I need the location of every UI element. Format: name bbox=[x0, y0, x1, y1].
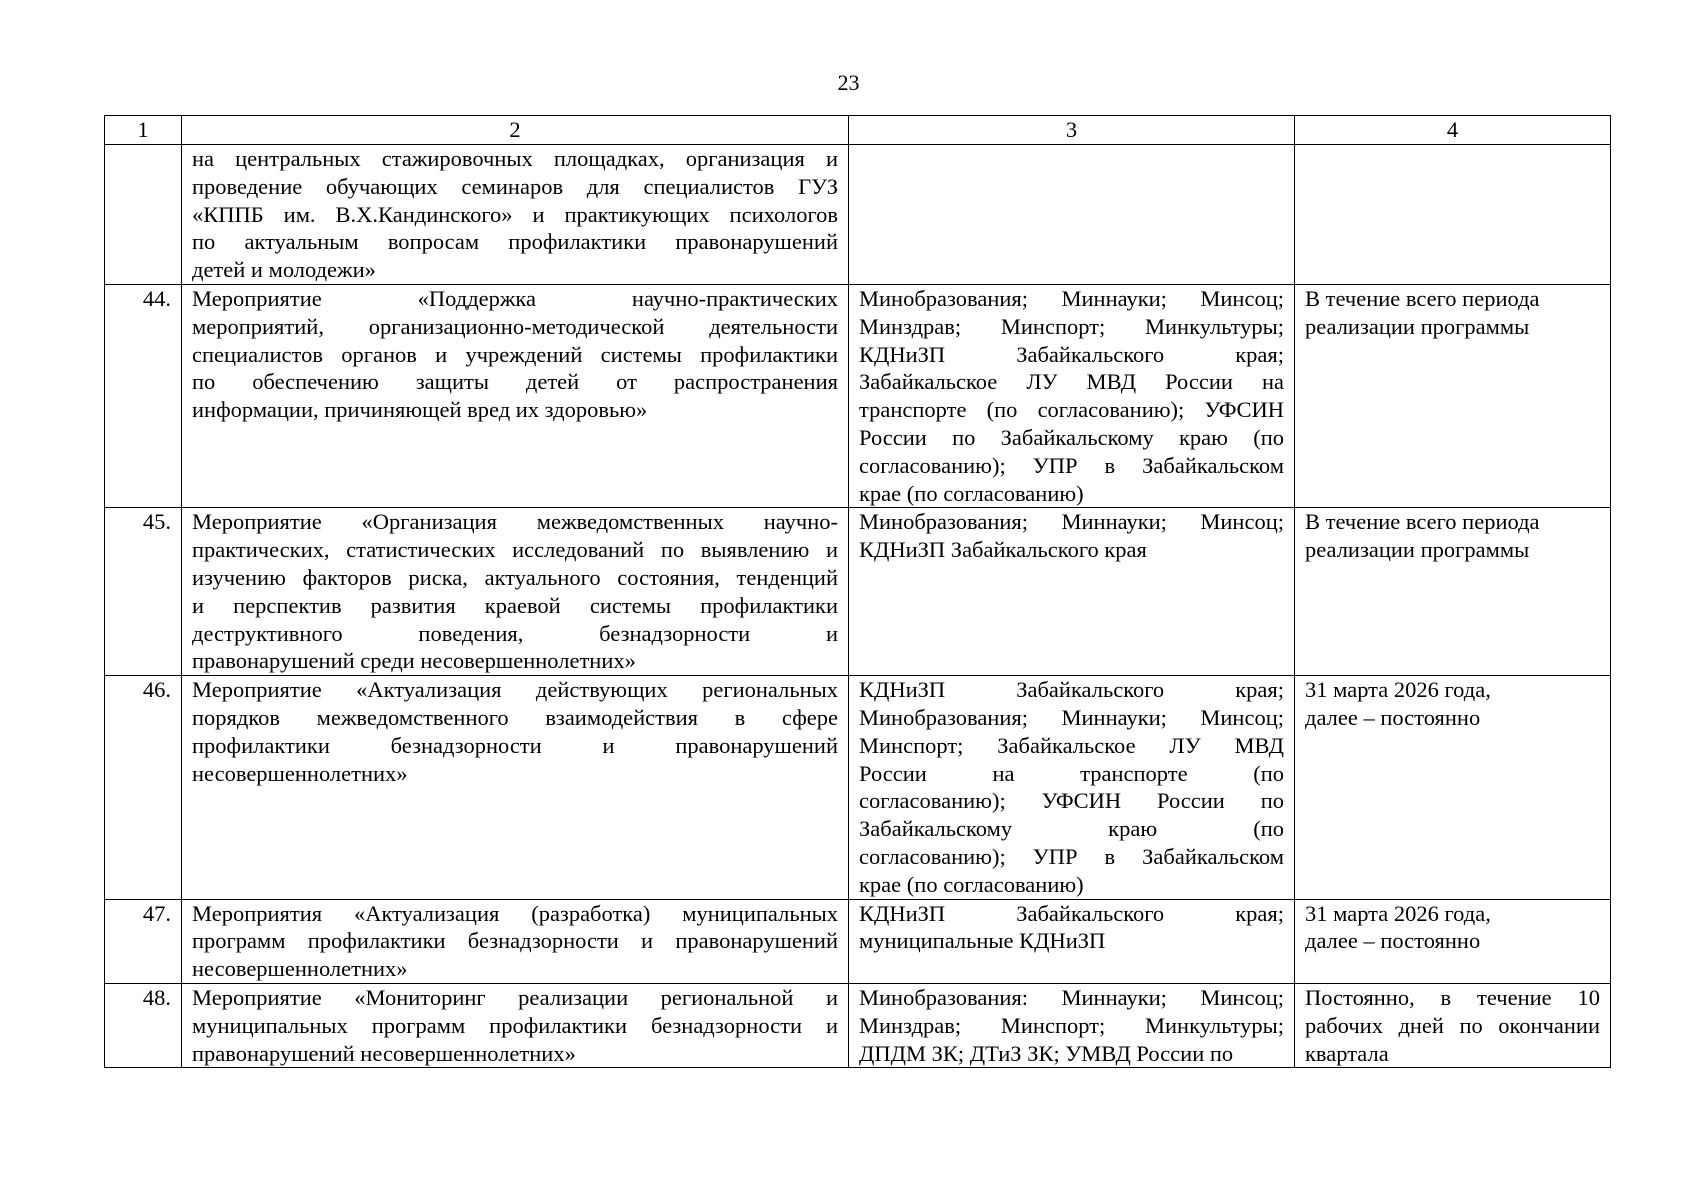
cell-deadline bbox=[1295, 899, 1611, 983]
text-line: согласованию); УПР в Забайкальском bbox=[859, 843, 1284, 869]
cell-num: 45. bbox=[105, 508, 182, 676]
text-line: ДПДМ ЗК; ДТиЗ ЗК; УМВД России по bbox=[859, 1040, 1234, 1066]
text-line: правонарушений среди несовершеннолетних» bbox=[192, 648, 636, 674]
text-line: 31 марта 2026 года, bbox=[1305, 900, 1491, 926]
table-row bbox=[105, 983, 1611, 1067]
cell-num bbox=[105, 145, 182, 285]
cell-executors bbox=[849, 899, 1295, 983]
cell-executors bbox=[849, 508, 1295, 676]
text-line: рабочих дней по окончании bbox=[1305, 1012, 1600, 1038]
text-line: специалистов органов и учреждений системы профилактики bbox=[192, 341, 838, 367]
text-line: согласованию); УПР в Забайкальском bbox=[859, 452, 1284, 478]
header-col-3: 3 bbox=[849, 116, 1295, 145]
text-line: КДНиЗП Забайкальского края; bbox=[859, 900, 1284, 926]
text-line: реализации программы bbox=[1305, 537, 1530, 563]
cell-deadline bbox=[1295, 676, 1611, 899]
text-line: программ профилактики безнадзорности и правонарушений bbox=[192, 928, 838, 954]
text-line: детей и молодежи» bbox=[192, 257, 376, 283]
cell-activity bbox=[182, 676, 849, 899]
text-line: крае (по согласованию) bbox=[859, 480, 1084, 506]
text-line: по актуальным вопросам профилактики правонарушений bbox=[192, 229, 838, 255]
cell-activity bbox=[182, 508, 849, 676]
text-line: Минобразования: Миннауки; Минсоц; bbox=[859, 984, 1284, 1010]
text-line: квартала bbox=[1305, 1040, 1389, 1066]
text-line: практических, статистических исследований по выявлению и bbox=[192, 537, 838, 563]
text-line: Постоянно, в течение 10 bbox=[1305, 984, 1600, 1010]
text-line: правонарушений несовершеннолетних» bbox=[192, 1040, 576, 1066]
text-line: и перспектив развития краевой системы профилактики bbox=[192, 592, 838, 618]
text-line: реализации программы bbox=[1305, 313, 1530, 339]
text-line: далее – постоянно bbox=[1305, 928, 1481, 954]
text-line: Минобразования; Миннауки; Минсоц; bbox=[859, 509, 1284, 535]
table-row-continuation bbox=[105, 145, 1611, 285]
table-row bbox=[105, 899, 1611, 983]
text-line: Минздрав; Минспорт; Минкультуры; bbox=[859, 1012, 1284, 1038]
text-line: крае (по согласованию) bbox=[859, 871, 1084, 897]
text-line: муниципальных программ профилактики безнадзорности и bbox=[192, 1012, 838, 1038]
text-line: КДНиЗП Забайкальского края bbox=[859, 537, 1147, 563]
cell-deadline bbox=[1295, 145, 1611, 285]
text-line: Минобразования; Миннауки; Минсоц; bbox=[859, 704, 1284, 730]
table-row bbox=[105, 676, 1611, 899]
cell-num: 48. bbox=[105, 983, 182, 1067]
text-line: России по Забайкальскому краю (по bbox=[859, 424, 1284, 450]
table-row bbox=[105, 508, 1611, 676]
text-line: профилактики безнадзорности и правонарушений bbox=[192, 732, 838, 758]
text-line: КДНиЗП Забайкальского края; bbox=[859, 341, 1284, 367]
cell-num: 46. bbox=[105, 676, 182, 899]
table-body bbox=[105, 145, 1611, 1068]
cell-executors bbox=[849, 983, 1295, 1067]
text-line: мероприятий, организационно-методической деятельности bbox=[192, 313, 838, 339]
text-line: несовершеннолетних» bbox=[192, 956, 408, 982]
text-line: В течение всего периода bbox=[1305, 509, 1540, 535]
text-line: Минспорт; Забайкальское ЛУ МВД bbox=[859, 732, 1284, 758]
text-line: Мероприятие «Актуализация действующих региональных bbox=[192, 677, 838, 703]
cell-executors bbox=[849, 145, 1295, 285]
header-row bbox=[105, 116, 1611, 145]
text-line: по обеспечению защиты детей от распространения bbox=[192, 369, 838, 395]
text-line: порядков межведомственного взаимодействия в сфере bbox=[192, 704, 838, 730]
header-col-1: 1 bbox=[105, 116, 182, 145]
page-number: 23 bbox=[837, 70, 860, 95]
cell-activity bbox=[182, 983, 849, 1067]
text-line: «КППБ им. В.Х.Кандинского» и практикующих психологов bbox=[192, 201, 838, 227]
text-line: КДНиЗП Забайкальского края; bbox=[859, 677, 1284, 703]
text-line: 31 марта 2026 года, bbox=[1305, 677, 1491, 703]
text-line: на центральных стажировочных площадках, организация и bbox=[192, 146, 838, 171]
cell-activity bbox=[182, 145, 849, 285]
text-line: информации, причиняющей вред их здоровью» bbox=[192, 397, 648, 423]
text-line: Забайкальскому краю (по bbox=[859, 816, 1284, 842]
text-line: Мероприятие «Поддержка научно-практических bbox=[192, 285, 838, 311]
text-line: далее – постоянно bbox=[1305, 704, 1481, 730]
cell-num: 47. bbox=[105, 899, 182, 983]
cell-executors bbox=[849, 284, 1295, 507]
cell-activity bbox=[182, 284, 849, 507]
cell-deadline bbox=[1295, 284, 1611, 507]
header-col-4: 4 bbox=[1295, 116, 1611, 145]
text-line: транспорте (по согласованию); УФСИН bbox=[859, 397, 1284, 423]
text-line: проведение обучающих семинаров для специалистов ГУЗ bbox=[192, 173, 838, 199]
table-row bbox=[105, 284, 1611, 507]
text-line: Минобразования; Миннауки; Минсоц; bbox=[859, 285, 1284, 311]
cell-num: 44. bbox=[105, 284, 182, 507]
cell-deadline bbox=[1295, 983, 1611, 1067]
text-line: Мероприятия «Актуализация (разработка) муниципальных bbox=[192, 900, 838, 926]
text-line: согласованию); УФСИН России по bbox=[859, 788, 1284, 814]
text-line: несовершеннолетних» bbox=[192, 760, 408, 786]
text-line: России на транспорте (по bbox=[859, 760, 1284, 786]
table-header bbox=[105, 116, 1611, 145]
text-line: Минздрав; Минспорт; Минкультуры; bbox=[859, 313, 1284, 339]
cell-executors bbox=[849, 676, 1295, 899]
text-line: Мероприятие «Организация межведомственных научно- bbox=[192, 509, 838, 535]
activities-table bbox=[104, 115, 1611, 1068]
text-line: Забайкальское ЛУ МВД России на bbox=[859, 369, 1284, 395]
text-line: В течение всего периода bbox=[1305, 285, 1540, 311]
cell-deadline bbox=[1295, 508, 1611, 676]
text-line: Мероприятие «Мониторинг реализации региональной и bbox=[192, 984, 838, 1010]
cell-activity bbox=[182, 899, 849, 983]
text-line: изучению факторов риска, актуального состояния, тенденций bbox=[192, 564, 838, 590]
text-line: муниципальные КДНиЗП bbox=[859, 928, 1106, 954]
text-line: деструктивного поведения, безнадзорности и bbox=[192, 620, 838, 646]
header-col-2: 2 bbox=[182, 116, 849, 145]
